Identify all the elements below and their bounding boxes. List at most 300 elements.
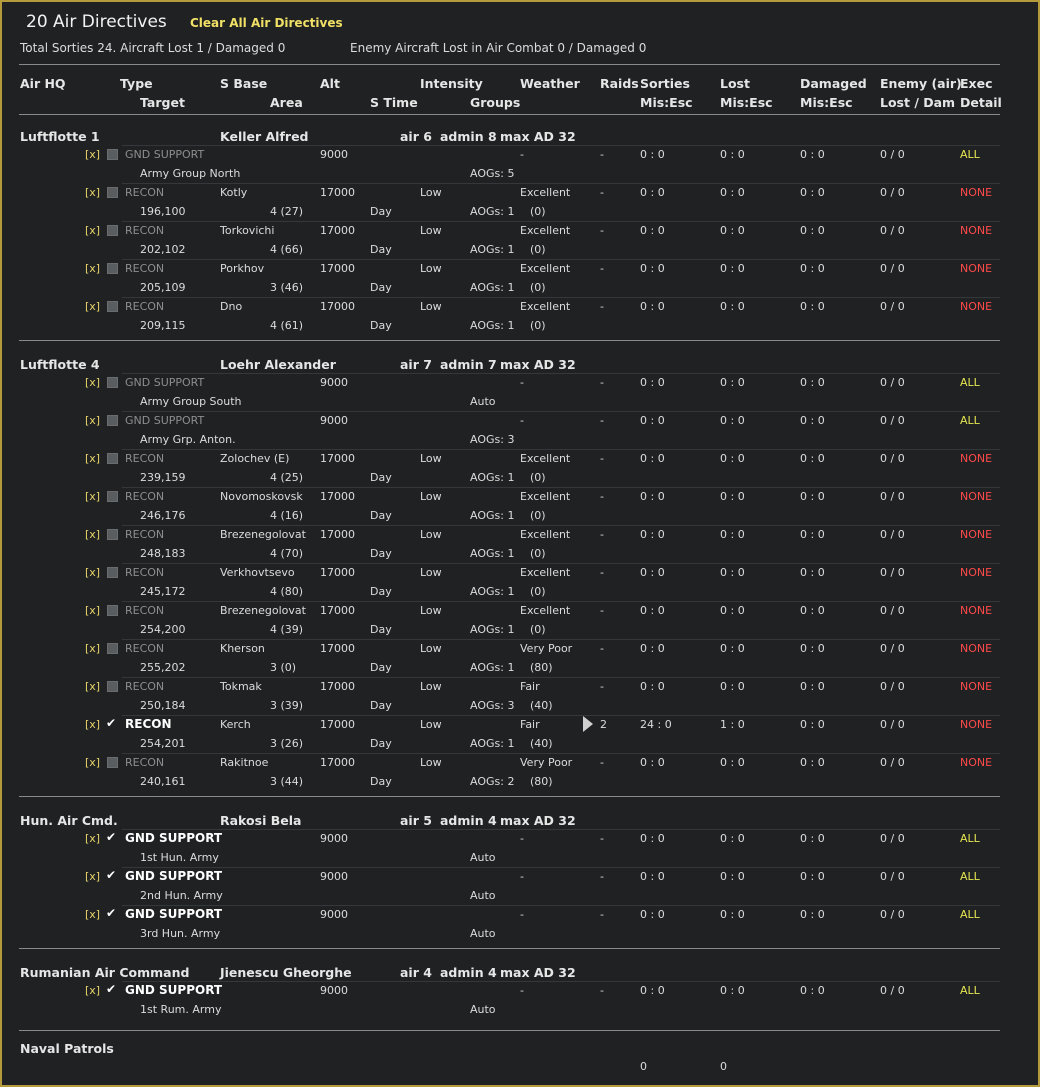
- intensity: Low: [420, 680, 442, 693]
- strike-time: Day: [370, 737, 392, 750]
- row-separator: [122, 145, 1000, 146]
- lost-value: 0 : 0: [720, 908, 745, 921]
- sorties-value: 0 : 0: [640, 566, 665, 579]
- raids: -: [600, 262, 604, 275]
- row-separator: [122, 411, 1000, 412]
- target[interactable]: 240,161: [140, 775, 186, 788]
- altitude: 9000: [320, 908, 348, 921]
- raids: -: [600, 224, 604, 237]
- source-base: Brezenegolovat: [220, 604, 306, 617]
- row-separator: [122, 639, 1000, 640]
- damaged-value: 0 : 0: [800, 566, 825, 579]
- damaged-value: 0 : 0: [800, 832, 825, 845]
- altitude: 17000: [320, 528, 355, 541]
- mission-type: RECON: [125, 604, 165, 617]
- enemy-value: 0 / 0: [880, 908, 905, 921]
- sorties-value: 0 : 0: [640, 452, 665, 465]
- weather: Excellent: [520, 300, 571, 313]
- weather-detail: (0): [530, 623, 546, 636]
- directive-toggle[interactable]: [x]: [85, 490, 101, 503]
- exec-detail[interactable]: ALL: [960, 832, 980, 845]
- lost-value: 0 : 0: [720, 984, 745, 997]
- row-separator: [122, 183, 1000, 184]
- directive-checkbox[interactable]: [107, 263, 118, 274]
- strike-time: Day: [370, 623, 392, 636]
- directive-checkbox[interactable]: [107, 225, 118, 236]
- groups: AOGs: 1: [470, 737, 515, 750]
- sorties-value: 0 : 0: [640, 680, 665, 693]
- weather-detail: (0): [530, 319, 546, 332]
- raids: -: [600, 566, 604, 579]
- max-ad: max AD 32: [500, 129, 576, 144]
- area: 4 (16): [270, 509, 304, 522]
- exec-detail[interactable]: ALL: [960, 376, 980, 389]
- header-area: Area: [270, 95, 303, 110]
- source-base: Dno: [220, 300, 243, 313]
- sorties-value: 24 : 0: [640, 718, 672, 731]
- altitude: 17000: [320, 718, 355, 731]
- directive-checkbox[interactable]: [107, 567, 118, 578]
- row-separator: [122, 829, 1000, 830]
- directive-checkbox-checked[interactable]: ✔: [106, 830, 117, 844]
- intensity: Low: [420, 566, 442, 579]
- sorties-value: 0 : 0: [640, 832, 665, 845]
- groups: Auto: [470, 889, 496, 902]
- target[interactable]: 239,159: [140, 471, 186, 484]
- mission-type: RECON: [125, 528, 165, 541]
- directive-toggle[interactable]: [x]: [85, 870, 101, 883]
- clear-all-directives-button[interactable]: Clear All Air Directives: [190, 16, 343, 30]
- target[interactable]: Army Group South: [140, 395, 242, 408]
- header-groups: Groups: [470, 95, 521, 110]
- damaged-value: 0 : 0: [800, 414, 825, 427]
- enemy-value: 0 / 0: [880, 452, 905, 465]
- enemy-value: 0 / 0: [880, 832, 905, 845]
- directive-checkbox[interactable]: [107, 187, 118, 198]
- exec-detail[interactable]: NONE: [960, 186, 993, 199]
- directive-checkbox-checked[interactable]: ✔: [106, 716, 117, 730]
- enemy-value: 0 / 0: [880, 300, 905, 313]
- intensity: Low: [420, 718, 442, 731]
- row-separator: [122, 297, 1000, 298]
- strike-time: Day: [370, 775, 392, 788]
- directive-checkbox[interactable]: [107, 149, 118, 160]
- intensity: Low: [420, 300, 442, 313]
- mission-type: GND SUPPORT: [125, 148, 205, 161]
- source-base: Kerch: [220, 718, 251, 731]
- strike-time: Day: [370, 471, 392, 484]
- enemy-value: 0 / 0: [880, 870, 905, 883]
- directive-toggle[interactable]: [x]: [85, 452, 101, 465]
- enemy-losses-summary: Enemy Aircraft Lost in Air Combat 0 / Damaged 0: [350, 41, 647, 55]
- lost-value: 0 : 0: [720, 452, 745, 465]
- exec-detail[interactable]: NONE: [960, 490, 993, 503]
- directive-toggle[interactable]: [x]: [85, 186, 101, 199]
- air-hq-name[interactable]: Rumanian Air Command: [20, 965, 190, 980]
- altitude: 9000: [320, 148, 348, 161]
- weather: Fair: [520, 718, 540, 731]
- damaged-value: 0 : 0: [800, 148, 825, 161]
- area: 4 (61): [270, 319, 304, 332]
- exec-detail[interactable]: NONE: [960, 224, 993, 237]
- directive-checkbox[interactable]: [107, 415, 118, 426]
- target[interactable]: 1st Hun. Army: [140, 851, 219, 864]
- area: 3 (26): [270, 737, 304, 750]
- weather: -: [520, 376, 524, 389]
- groups: Auto: [470, 927, 496, 940]
- header-top-rule: [19, 64, 1000, 65]
- weather-detail: (0): [530, 281, 546, 294]
- target[interactable]: 245,172: [140, 585, 186, 598]
- directive-toggle[interactable]: [x]: [85, 680, 101, 693]
- directive-toggle[interactable]: [x]: [85, 414, 101, 427]
- damaged-value: 0 : 0: [800, 224, 825, 237]
- directive-toggle[interactable]: [x]: [85, 984, 101, 997]
- damaged-value: 0 : 0: [800, 186, 825, 199]
- lost-value: 0 : 0: [720, 642, 745, 655]
- directive-checkbox-checked[interactable]: ✔: [106, 982, 117, 996]
- target[interactable]: Army Group North: [140, 167, 241, 180]
- exec-detail[interactable]: NONE: [960, 642, 993, 655]
- header-sorties-mis-esc: Mis:Esc: [640, 95, 693, 110]
- damaged-value: 0 : 0: [800, 908, 825, 921]
- weather: Excellent: [520, 224, 571, 237]
- source-base: Kherson: [220, 642, 265, 655]
- sorties-value: 0 : 0: [640, 756, 665, 769]
- raids: 2: [600, 718, 607, 731]
- header-sorties: Sorties: [640, 76, 690, 91]
- max-ad: max AD 32: [500, 965, 576, 980]
- groups: Auto: [470, 395, 496, 408]
- altitude: 17000: [320, 490, 355, 503]
- altitude: 9000: [320, 376, 348, 389]
- area: 3 (39): [270, 699, 304, 712]
- target[interactable]: 1st Rum. Army: [140, 1003, 222, 1016]
- weather-detail: (40): [530, 699, 553, 712]
- lost-value: 0 : 0: [720, 604, 745, 617]
- altitude: 17000: [320, 756, 355, 769]
- header-weather: Weather: [520, 76, 580, 91]
- groups: AOGs: 3: [470, 699, 515, 712]
- target[interactable]: 248,183: [140, 547, 186, 560]
- source-base: Torkovichi: [220, 224, 275, 237]
- admin-rating: admin 4: [440, 813, 497, 828]
- air-rating: air 7: [400, 357, 432, 372]
- groups: AOGs: 1: [470, 623, 515, 636]
- max-ad: max AD 32: [500, 813, 576, 828]
- target[interactable]: 255,202: [140, 661, 186, 674]
- directive-toggle[interactable]: [x]: [85, 908, 101, 921]
- altitude: 17000: [320, 224, 355, 237]
- row-separator: [122, 715, 1000, 716]
- header-enemy-lost-dam: Lost / Dam: [880, 95, 956, 110]
- groups: AOGs: 1: [470, 661, 515, 674]
- area: 4 (39): [270, 623, 304, 636]
- group-divider: [19, 948, 1000, 949]
- lost-value: 0 : 0: [720, 148, 745, 161]
- altitude: 17000: [320, 566, 355, 579]
- target[interactable]: 246,176: [140, 509, 186, 522]
- strike-time: Day: [370, 243, 392, 256]
- weather: Excellent: [520, 262, 571, 275]
- commander-name[interactable]: Rakosi Bela: [220, 813, 302, 828]
- target[interactable]: 209,115: [140, 319, 186, 332]
- sorties-value: 0 : 0: [640, 262, 665, 275]
- intensity: Low: [420, 642, 442, 655]
- directive-checkbox[interactable]: [107, 681, 118, 692]
- groups: AOGs: 2: [470, 775, 515, 788]
- damaged-value: 0 : 0: [800, 262, 825, 275]
- enemy-value: 0 / 0: [880, 680, 905, 693]
- directive-checkbox-checked[interactable]: ✔: [106, 868, 117, 882]
- exec-detail[interactable]: ALL: [960, 148, 980, 161]
- target[interactable]: 3rd Hun. Army: [140, 927, 221, 940]
- weather: -: [520, 148, 524, 161]
- mission-type: RECON: [125, 566, 165, 579]
- enemy-value: 0 / 0: [880, 528, 905, 541]
- directive-checkbox[interactable]: [107, 529, 118, 540]
- mission-type: GND SUPPORT: [125, 414, 205, 427]
- weather-detail: (0): [530, 585, 546, 598]
- directive-checkbox[interactable]: [107, 453, 118, 464]
- directive-toggle[interactable]: [x]: [85, 224, 101, 237]
- sorties-value: 0 : 0: [640, 642, 665, 655]
- mission-type: GND SUPPORT: [125, 983, 223, 997]
- row-separator: [122, 905, 1000, 906]
- admin-rating: admin 8: [440, 129, 497, 144]
- header-bottom-rule: [19, 114, 1000, 115]
- directive-checkbox[interactable]: [107, 757, 118, 768]
- lost-value: 0 : 0: [720, 832, 745, 845]
- weather: Excellent: [520, 604, 571, 617]
- weather: Very Poor: [520, 642, 573, 655]
- group-divider: [19, 340, 1000, 341]
- directive-toggle[interactable]: [x]: [85, 148, 101, 161]
- target[interactable]: 196,100: [140, 205, 186, 218]
- mission-type: RECON: [125, 680, 165, 693]
- sorties-value: 0 : 0: [640, 414, 665, 427]
- damaged-value: 0 : 0: [800, 718, 825, 731]
- exec-detail[interactable]: ALL: [960, 414, 980, 427]
- target[interactable]: Army Grp. Anton.: [140, 433, 236, 446]
- altitude: 17000: [320, 262, 355, 275]
- directive-toggle[interactable]: [x]: [85, 528, 101, 541]
- window-title: 20 Air Directives: [26, 12, 167, 32]
- commander-name[interactable]: Loehr Alexander: [220, 357, 336, 372]
- directive-checkbox[interactable]: [107, 605, 118, 616]
- row-separator: [122, 601, 1000, 602]
- row-separator: [122, 449, 1000, 450]
- weather-detail: (0): [530, 471, 546, 484]
- max-ad: max AD 32: [500, 357, 576, 372]
- directive-checkbox-checked[interactable]: ✔: [106, 906, 117, 920]
- mission-type: RECON: [125, 756, 165, 769]
- strike-time: Day: [370, 699, 392, 712]
- exec-detail[interactable]: NONE: [960, 300, 993, 313]
- lost-value: 0 : 0: [720, 186, 745, 199]
- exec-detail[interactable]: ALL: [960, 870, 980, 883]
- altitude: 17000: [320, 642, 355, 655]
- directive-checkbox[interactable]: [107, 377, 118, 388]
- target[interactable]: 2nd Hun. Army: [140, 889, 223, 902]
- directive-checkbox[interactable]: [107, 643, 118, 654]
- exec-detail[interactable]: NONE: [960, 262, 993, 275]
- lost-value: 0 : 0: [720, 490, 745, 503]
- row-separator: [122, 487, 1000, 488]
- altitude: 9000: [320, 984, 348, 997]
- mission-type: RECON: [125, 224, 165, 237]
- header-air-hq: Air HQ: [20, 76, 66, 91]
- group-divider: [19, 796, 1000, 797]
- exec-detail[interactable]: NONE: [960, 528, 993, 541]
- weather: Excellent: [520, 528, 571, 541]
- raids: -: [600, 414, 604, 427]
- groups: AOGs: 1: [470, 585, 515, 598]
- mission-type: RECON: [125, 452, 165, 465]
- raids: -: [600, 680, 604, 693]
- mission-type: GND SUPPORT: [125, 907, 223, 921]
- row-separator: [122, 373, 1000, 374]
- exec-detail[interactable]: NONE: [960, 718, 993, 731]
- directive-toggle[interactable]: [x]: [85, 566, 101, 579]
- row-separator: [122, 525, 1000, 526]
- strike-time: Day: [370, 585, 392, 598]
- header-exec-detail: Detail: [960, 95, 1002, 110]
- row-separator: [122, 753, 1000, 754]
- weather-detail: (80): [530, 775, 553, 788]
- sorties-summary: Total Sorties 24. Aircraft Lost 1 / Damaged 0: [20, 41, 286, 55]
- header-target: Target: [140, 95, 185, 110]
- header-enemy-air: Enemy (air): [880, 76, 962, 91]
- air-hq-name[interactable]: Luftflotte 1: [20, 129, 100, 144]
- exec-detail[interactable]: ALL: [960, 908, 980, 921]
- sorties-value: 0 : 0: [640, 870, 665, 883]
- header-damaged-mis-esc: Mis:Esc: [800, 95, 853, 110]
- lost-value: 0 : 0: [720, 528, 745, 541]
- strike-time: Day: [370, 509, 392, 522]
- damaged-value: 0 : 0: [800, 452, 825, 465]
- mission-type: GND SUPPORT: [125, 869, 223, 883]
- commander-name[interactable]: Keller Alfred: [220, 129, 309, 144]
- target[interactable]: 254,200: [140, 623, 186, 636]
- directive-toggle[interactable]: [x]: [85, 642, 101, 655]
- row-separator: [122, 867, 1000, 868]
- damaged-value: 0 : 0: [800, 490, 825, 503]
- groups: Auto: [470, 851, 496, 864]
- sorties-value: 0 : 0: [640, 490, 665, 503]
- groups: AOGs: 5: [470, 167, 515, 180]
- source-base: Rakitnoe: [220, 756, 269, 769]
- strike-time: Day: [370, 547, 392, 560]
- row-separator: [122, 677, 1000, 678]
- lost-value: 0 : 0: [720, 300, 745, 313]
- enemy-value: 0 / 0: [880, 262, 905, 275]
- exec-detail[interactable]: NONE: [960, 604, 993, 617]
- header-intensity: Intensity: [420, 76, 483, 91]
- enemy-value: 0 / 0: [880, 148, 905, 161]
- mission-type: RECON: [125, 642, 165, 655]
- raid-arrow-icon[interactable]: [583, 716, 593, 732]
- groups: AOGs: 1: [470, 243, 515, 256]
- air-rating: air 6: [400, 129, 432, 144]
- header-type: Type: [120, 76, 153, 91]
- exec-detail[interactable]: NONE: [960, 680, 993, 693]
- mission-type: RECON: [125, 490, 165, 503]
- directive-checkbox[interactable]: [107, 491, 118, 502]
- target[interactable]: 202,102: [140, 243, 186, 256]
- weather-detail: (40): [530, 737, 553, 750]
- damaged-value: 0 : 0: [800, 604, 825, 617]
- intensity: Low: [420, 490, 442, 503]
- mission-type: GND SUPPORT: [125, 376, 205, 389]
- directive-toggle[interactable]: [x]: [85, 262, 101, 275]
- directive-toggle[interactable]: [x]: [85, 756, 101, 769]
- raids: -: [600, 604, 604, 617]
- strike-time: Day: [370, 205, 392, 218]
- strike-time: Day: [370, 281, 392, 294]
- commander-name[interactable]: Jienescu Gheorghe: [220, 965, 352, 980]
- naval-sorties: 0: [640, 1060, 647, 1073]
- target[interactable]: 250,184: [140, 699, 186, 712]
- area: 4 (27): [270, 205, 304, 218]
- intensity: Low: [420, 452, 442, 465]
- exec-detail[interactable]: NONE: [960, 566, 993, 579]
- weather: Very Poor: [520, 756, 573, 769]
- directive-toggle[interactable]: [x]: [85, 718, 101, 731]
- raids: -: [600, 148, 604, 161]
- sorties-value: 0 : 0: [640, 376, 665, 389]
- air-hq-name[interactable]: Luftflotte 4: [20, 357, 100, 372]
- enemy-value: 0 / 0: [880, 642, 905, 655]
- weather: -: [520, 414, 524, 427]
- mission-type: RECON: [125, 717, 172, 731]
- row-separator: [122, 221, 1000, 222]
- groups: AOGs: 1: [470, 281, 515, 294]
- mission-type: RECON: [125, 300, 165, 313]
- groups: AOGs: 1: [470, 509, 515, 522]
- altitude: 17000: [320, 186, 355, 199]
- header-s-base: S Base: [220, 76, 268, 91]
- exec-detail[interactable]: ALL: [960, 984, 980, 997]
- weather-detail: (0): [530, 205, 546, 218]
- lost-value: 1 : 0: [720, 718, 745, 731]
- directive-toggle[interactable]: [x]: [85, 604, 101, 617]
- directive-checkbox[interactable]: [107, 301, 118, 312]
- sorties-value: 0 : 0: [640, 300, 665, 313]
- row-separator: [122, 259, 1000, 260]
- target[interactable]: 254,201: [140, 737, 186, 750]
- lost-value: 0 : 0: [720, 566, 745, 579]
- target[interactable]: 205,109: [140, 281, 186, 294]
- damaged-value: 0 : 0: [800, 376, 825, 389]
- directive-toggle[interactable]: [x]: [85, 376, 101, 389]
- exec-detail[interactable]: NONE: [960, 756, 993, 769]
- altitude: 17000: [320, 452, 355, 465]
- exec-detail[interactable]: NONE: [960, 452, 993, 465]
- raids: -: [600, 756, 604, 769]
- directive-toggle[interactable]: [x]: [85, 300, 101, 313]
- sorties-value: 0 : 0: [640, 224, 665, 237]
- damaged-value: 0 : 0: [800, 680, 825, 693]
- sorties-value: 0 : 0: [640, 528, 665, 541]
- enemy-value: 0 / 0: [880, 490, 905, 503]
- air-hq-name[interactable]: Hun. Air Cmd.: [20, 813, 118, 828]
- source-base: Zolochev (E): [220, 452, 290, 465]
- naval-patrols-heading[interactable]: Naval Patrols: [20, 1041, 114, 1056]
- air-rating: air 4: [400, 965, 432, 980]
- weather: -: [520, 870, 524, 883]
- directive-toggle[interactable]: [x]: [85, 832, 101, 845]
